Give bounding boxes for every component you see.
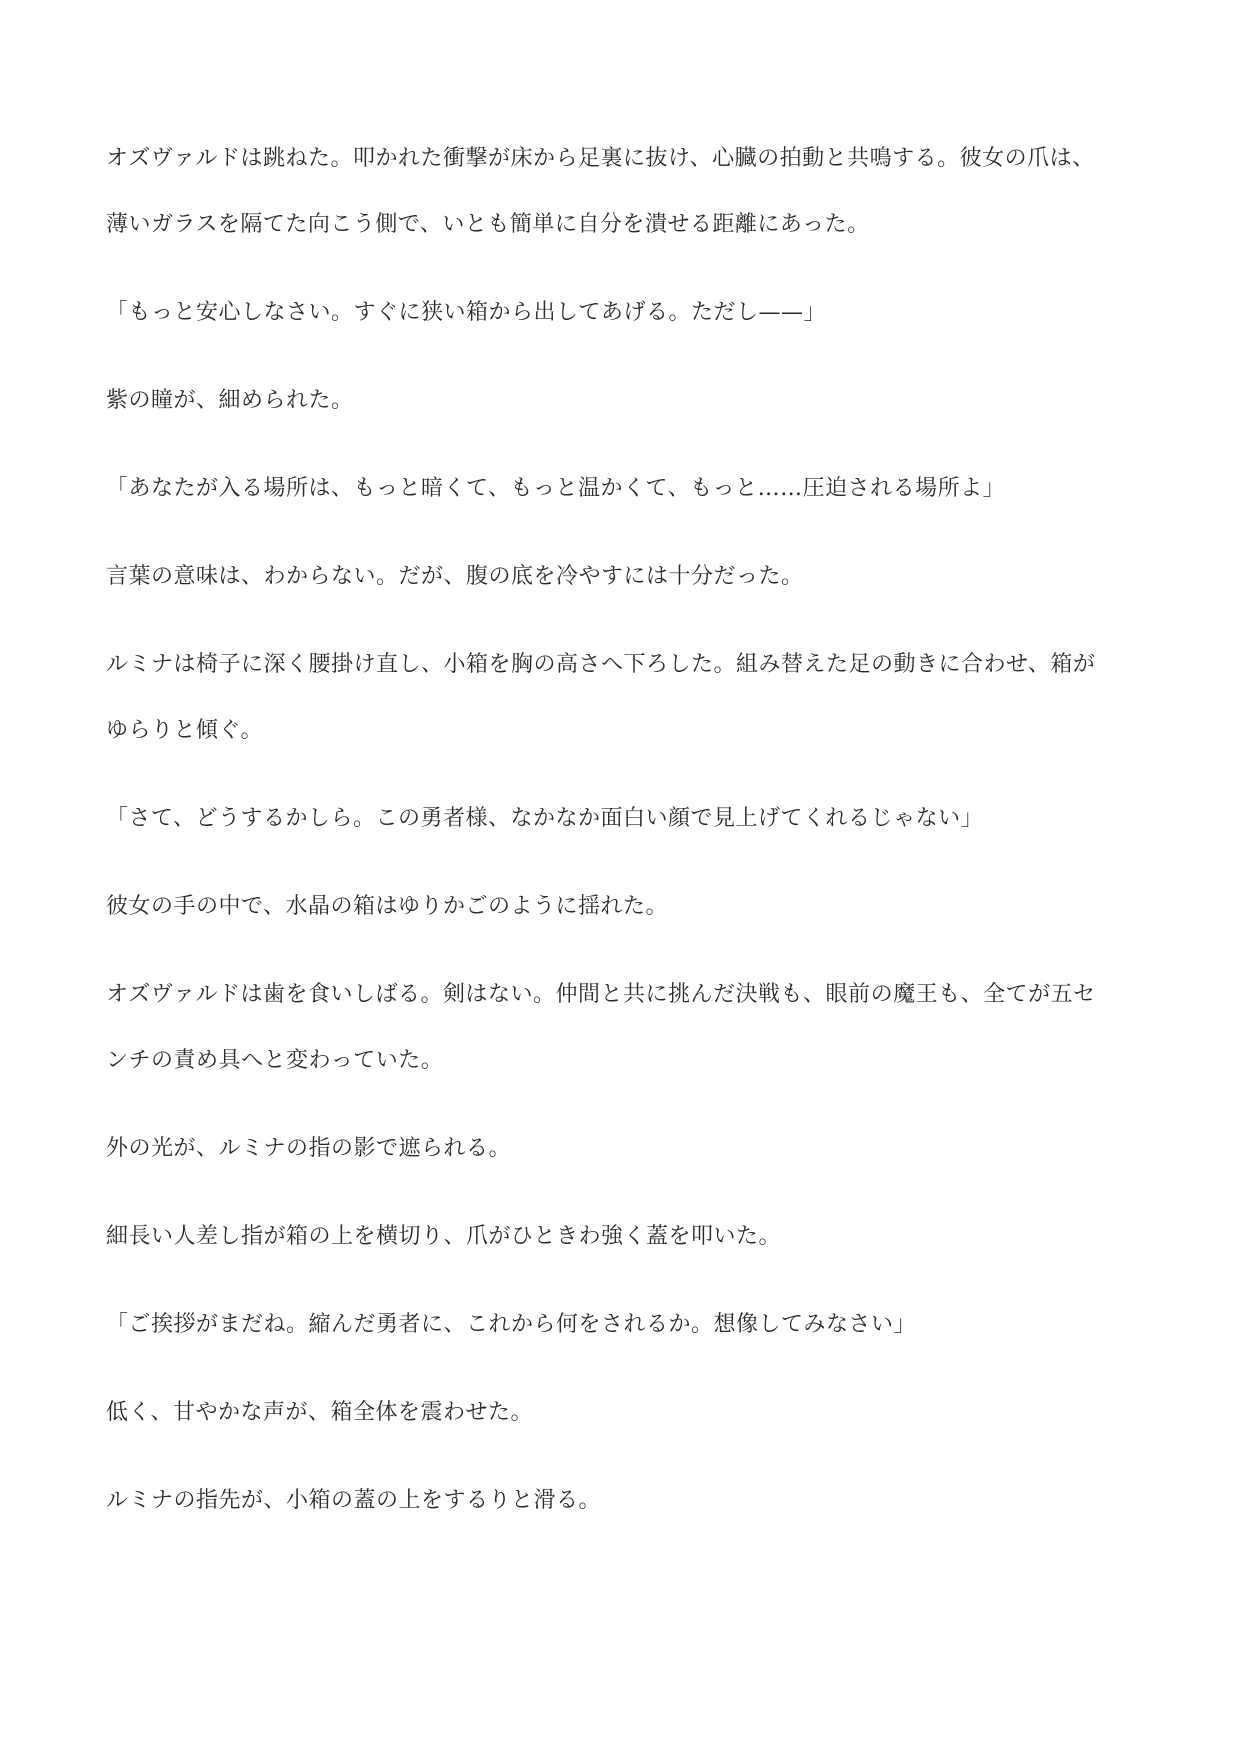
paragraph: ルミナは椅子に深く腰掛け直し、小箱を胸の高さへ下ろした。組み替えた足の動きに合わせ、箱が ゆらりと傾ぐ。 bbox=[106, 652, 1096, 743]
paragraph: 「あなたが入る場所は、もっと暗くて、もっと温かくて、もっと……圧迫される場所よ」 bbox=[106, 476, 1006, 501]
paragraph: オズヴァルドは歯を食いしばる。剣はない。仲間と共に挑んだ決戦も、眼前の魔王も、全てが五セ ンチの責め具へと変わっていた。 bbox=[106, 982, 1096, 1073]
paragraph: 細長い人差し指が箱の上を横切り、爪がひときわ強く蓋を叩いた。 bbox=[106, 1224, 782, 1249]
paragraph: 言葉の意味は、わからない。だが、腹の底を冷やすには十分だった。 bbox=[106, 564, 804, 589]
paragraph: 彼女の手の中で、水晶の箱はゆりかごのように揺れた。 bbox=[106, 894, 669, 919]
paragraph: 「もっと安心しなさい。すぐに狭い箱から出してあげる。ただし——」 bbox=[106, 300, 827, 325]
paragraph: 低く、甘やかな声が、箱全体を震わせた。 bbox=[106, 1400, 534, 1425]
paragraph: 外の光が、ルミナの指の影で遮られる。 bbox=[106, 1136, 512, 1161]
paragraph: 「ご挨拶がまだね。縮んだ勇者に、これから何をされるか。想像してみなさい」 bbox=[106, 1312, 917, 1337]
text-body bbox=[106, 126, 1136, 1534]
paragraph: オズヴァルドは跳ねた。叩かれた衝撃が床から足裏に抜け、心臓の拍動と共鳴する。彼女の爪は、 薄いガラスを隔てた向こう側で、いとも簡単に自分を潰せる距離にあった。 bbox=[106, 146, 1095, 237]
paragraph: ルミナの指先が、小箱の蓋の上をするりと滑る。 bbox=[106, 1488, 602, 1513]
paragraph: 紫の瞳が、細められた。 bbox=[106, 388, 354, 413]
paragraph: 「さて、どうするかしら。この勇者様、なかなか面白い顔で見上げてくれるじゃない」 bbox=[106, 806, 984, 831]
